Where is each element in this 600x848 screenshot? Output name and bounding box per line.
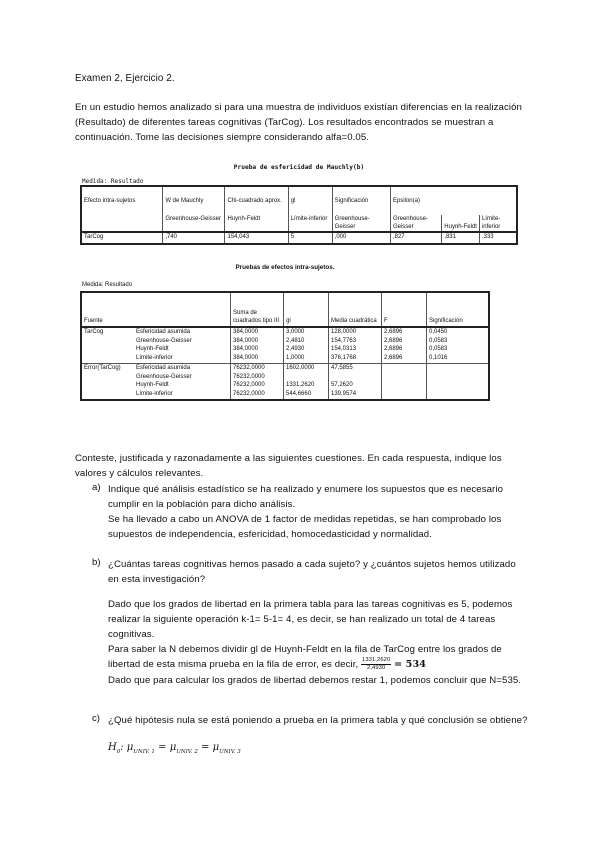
table-cell: 384,0000 [231, 345, 284, 354]
table-cell: 2,6896 [382, 337, 427, 346]
table-cell [329, 373, 382, 382]
t2-col-gl: gl [284, 292, 329, 327]
table-cell: 76232,0000 [231, 373, 284, 382]
table-cell: 544,6660 [284, 390, 329, 400]
t2-col-f: F [382, 292, 427, 327]
table-cell [382, 373, 427, 382]
table-cell: 154,7763 [329, 337, 382, 346]
t1-col-chi: Chi-cuadrado aprox. [225, 186, 288, 215]
table-cell [81, 354, 134, 363]
question-c-label: c) [92, 713, 100, 724]
table-cell [427, 381, 490, 390]
table-cell: Límite-inferior [136, 355, 173, 362]
table-cell: 1602,0000 [284, 363, 329, 372]
question-c-text: ¿Qué hipótesis nula se está poniendo a prueba en la primera tabla y qué conclusión se obtiene? [108, 715, 528, 726]
table-cell: Huynh-Feldt [136, 382, 169, 389]
table-cell: 0,0450 [427, 327, 490, 337]
table2-measure: Medida: Resultado [82, 282, 133, 288]
table-cell: 128,0000 [329, 327, 382, 337]
table-cell: 384,0000 [231, 354, 284, 363]
t2-col-ms: Media cuadrática [329, 292, 382, 327]
question-a-text: Indique qué análisis estadístico se ha realizado y enumere los supuestos que es necesario cumplir en la población para dicho análisis. [108, 484, 504, 510]
table-cell: Esfericidad asumida [134, 363, 231, 372]
table-cell [81, 390, 134, 400]
table-cell [382, 381, 427, 390]
table-cell: 3,0000 [284, 327, 329, 337]
t2-col-fuente: Fuente [81, 292, 134, 327]
table-row: TarCog ,740 154,043 5 ,000 ,827 ,831 ,333 [81, 232, 517, 244]
fraction: $\frac{1331,2620}{2,4930}$ [362, 657, 391, 671]
t1-sub-li: Límite-inferior [288, 215, 332, 232]
intro-paragraph: En un estudio hemos analizado si para una muestra de individuos existían diferencias en la realización (Resultado) de diferentes tareas cognitivas (TarCog). Los resultados encontrados se muestran a continuación. Tome las decisiones siempre considerando alfa=0.05. [75, 102, 522, 143]
table-row [81, 373, 489, 382]
t1-sub-hf: Huynh-Feldt [225, 215, 288, 232]
t1-sub-li-eps: Límite-inferior [479, 215, 517, 232]
table-cell [382, 363, 427, 372]
t2-col-ss: Suma de cuadrados tipo III [231, 292, 284, 327]
t1-col-effect: Efecto intra-sujetos [84, 198, 136, 204]
within-subjects-table [80, 291, 490, 401]
answer-b-p2: Para saber la N debemos dividir gl de Huynh-Feldt en la fila de TarCog entre los grados de libertad de esta misma prueba en la fila de error, es decir, $\frac{1331,2620}{2,4930}$ = 534 [108, 644, 502, 671]
table-cell [81, 381, 134, 390]
t1-col-sig: Significación [332, 186, 390, 215]
table-cell: 2,6896 [382, 345, 427, 354]
question-b-text: ¿Cuántas tareas cognitivas hemos pasado a cada sujeto? y ¿cuántos sujetos hemos utilizado en esta investigación? [108, 559, 516, 585]
table-cell: 76232,0000 [231, 381, 284, 390]
table-cell: 2,6896 [382, 354, 427, 363]
null-hypothesis-formula: $H_0$: $\mu_{UNIV. 1} = \mu_{UNIV. 2} = \mu_{UNIV. 3}$ [108, 742, 241, 755]
answer-b-p1: Dado que los grados de libertad en la primera tabla para las tareas cognitivas es 5, podemos realizar la siguiente operación k-1= 5-1= 4, es decir, se han realizado un total de 4 tareas cognitivas. [108, 599, 513, 640]
table-cell: Esfericidad asumida [136, 329, 191, 335]
table-cell [81, 337, 134, 346]
t2-col-sig: Significación [427, 292, 490, 327]
table-row [81, 381, 489, 390]
document-title: Examen 2, Ejercicio 2. [75, 73, 175, 84]
table-cell: TarCog [84, 329, 104, 335]
question-a-label: a) [92, 482, 101, 493]
table-cell: 154,0313 [329, 345, 382, 354]
table-cell: 0,1016 [427, 354, 490, 363]
table-cell [81, 373, 134, 382]
table1-measure: Medida: Resultado [82, 178, 144, 185]
table-cell [81, 345, 134, 354]
t1-sub-gg-eps: Greenhouse-Geisser [390, 215, 441, 232]
table-cell: 1,0000 [284, 354, 329, 363]
table-cell [284, 373, 329, 382]
table-cell [427, 373, 490, 382]
t1-col-w: W de Mauchly [163, 186, 225, 215]
table-row [81, 363, 489, 372]
table-row [81, 337, 489, 346]
answer-b-p3: Dado que para calcular los grados de libertad debemos restar 1, podemos concluir que N=535. [108, 675, 522, 686]
answer-a: Se ha llevado a cabo un ANOVA de 1 factor de medidas repetidas, se han comprobado los supuestos de independencia, esfericidad, homocedasticidad y normalidad. [108, 514, 502, 540]
table-cell [427, 390, 490, 400]
table-cell: 76232,0000 [231, 363, 284, 372]
table-cell: 1331,2620 [284, 381, 329, 390]
t1-col-eps: Epsilon(a) [390, 186, 517, 215]
table-cell: Huynh-Feldt [136, 346, 169, 353]
t1-col-gl: gl [288, 186, 332, 215]
table-cell: 0,0583 [427, 345, 490, 354]
table-cell: 384,0000 [231, 327, 284, 337]
table-cell: 376,1768 [329, 354, 382, 363]
mauchly-table [80, 185, 518, 245]
table-cell: 2,6896 [382, 327, 427, 337]
table-cell: 2,4930 [284, 345, 329, 354]
table-row [81, 327, 489, 337]
t1-sub-gg-sig: Greenhouse-Geisser [332, 215, 390, 232]
table-cell [427, 363, 490, 372]
table-cell: 76232,0000 [231, 390, 284, 400]
table-cell: 2,4810 [284, 337, 329, 346]
table-cell: 47,5855 [329, 363, 382, 372]
table-cell: 139,9574 [329, 390, 382, 400]
question-b-label: b) [92, 557, 101, 568]
table-row [81, 345, 489, 354]
t1-sub-hf-eps: Huynh-Feldt [442, 215, 480, 232]
table-cell: Límite-inferior [136, 390, 173, 397]
table-cell: 384,0000 [231, 337, 284, 346]
table-cell: 0,0583 [427, 337, 490, 346]
instructions: Conteste, justificada y razonadamente a las siguientes cuestiones. En cada respuesta, indique los valores y cálculos relevantes. [75, 453, 502, 479]
table-cell: Greenhouse-Geisser [136, 337, 192, 344]
table2-caption: Pruebas de efectos intra-sujetos. [235, 264, 335, 271]
table1-caption: Prueba de esfericidad de Mauchly(b) [233, 164, 365, 171]
table-row [81, 390, 489, 400]
table-cell: Greenhouse-Geisser [136, 373, 192, 380]
table-cell [382, 390, 427, 400]
t1-sub-gg: Greenhouse-Geisser [163, 215, 225, 232]
table-cell: Error(TarCog) [81, 363, 134, 372]
table-row [81, 354, 489, 363]
table-cell: 57,2620 [329, 381, 382, 390]
